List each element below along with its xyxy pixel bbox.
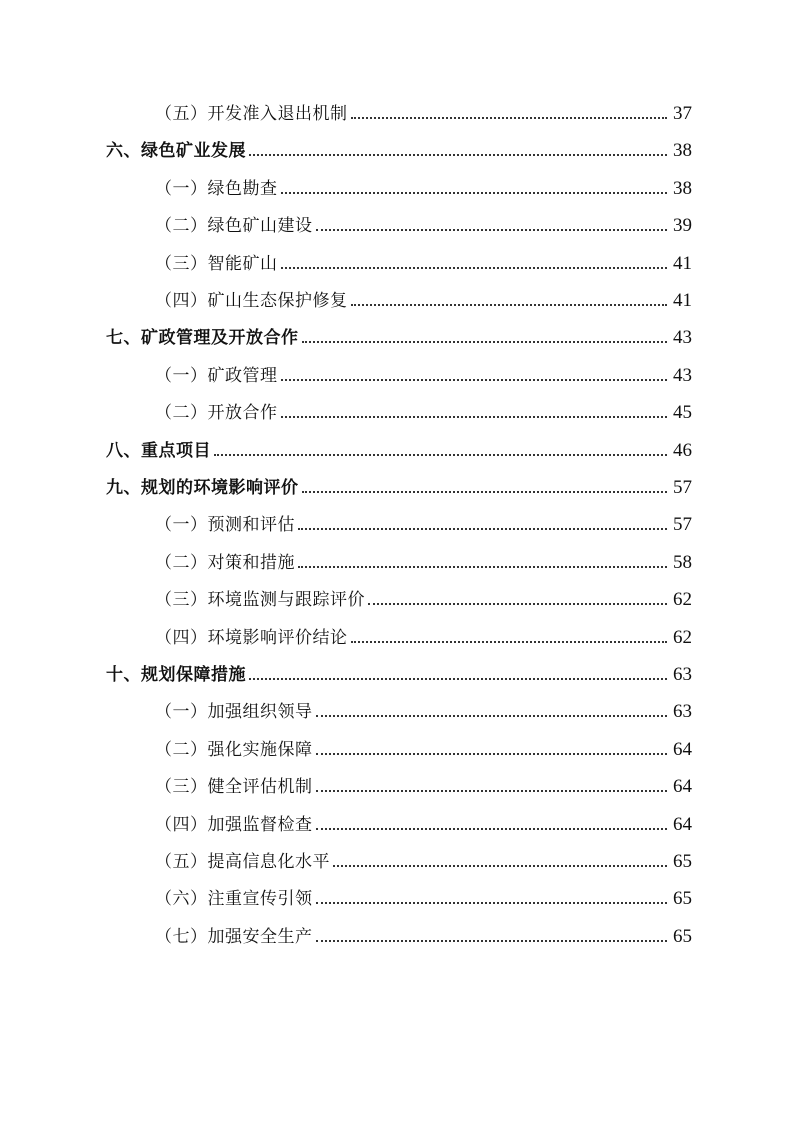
toc-entry[interactable]	[155, 883, 692, 911]
toc-dot-leader	[214, 454, 667, 456]
toc-entry[interactable]	[155, 98, 692, 126]
toc-entry-title: （五）开发准入退出机制	[155, 104, 348, 124]
toc-entry-title: 九、规划的环境影响评价	[106, 478, 299, 498]
toc-dot-leader	[316, 715, 668, 717]
toc-entry[interactable]	[155, 622, 692, 650]
toc-entry[interactable]	[106, 322, 692, 350]
toc-dot-leader	[249, 678, 667, 680]
toc-entry-title: （一）预测和评估	[155, 515, 295, 535]
toc-entry[interactable]	[155, 285, 692, 313]
toc-entry-title: （七）加强安全生产	[155, 927, 313, 947]
toc-entry[interactable]	[106, 472, 692, 500]
toc-entry-title: （三）健全评估机制	[155, 777, 313, 797]
toc-entry[interactable]	[106, 135, 692, 163]
toc-entry-title: （二）绿色矿山建设	[155, 216, 313, 236]
toc-entry-page-number: 43	[673, 365, 692, 386]
toc-entry-page-number: 62	[673, 589, 692, 610]
toc-entry-title: （六）注重宣传引领	[155, 889, 313, 909]
toc-entry[interactable]	[106, 659, 692, 687]
toc-entry-page-number: 38	[673, 178, 692, 199]
toc-entry-title: （一）矿政管理	[155, 366, 278, 386]
toc-dot-leader	[298, 566, 667, 568]
toc-entry-title: （二）强化实施保障	[155, 740, 313, 760]
toc-entry-title: （二）开放合作	[155, 403, 278, 423]
toc-entry-title: 十、规划保障措施	[106, 665, 246, 685]
toc-dot-leader	[249, 154, 667, 156]
toc-entry-title: 七、矿政管理及开放合作	[106, 328, 299, 348]
toc-entry-page-number: 37	[673, 103, 692, 124]
toc-dot-leader	[351, 304, 668, 306]
toc-entry-page-number: 43	[673, 327, 692, 348]
toc-entry-page-number: 64	[673, 776, 692, 797]
toc-dot-leader	[302, 491, 668, 493]
toc-entry[interactable]	[155, 360, 692, 388]
toc-entry-page-number: 57	[673, 514, 692, 535]
toc-entry[interactable]	[155, 809, 692, 837]
toc-entry-page-number: 41	[673, 290, 692, 311]
toc-entry[interactable]	[155, 584, 692, 612]
toc-dot-leader	[281, 267, 668, 269]
toc-dot-leader	[281, 416, 668, 418]
toc-entry-page-number: 63	[673, 664, 692, 685]
toc-entry-title: （一）绿色勘查	[155, 179, 278, 199]
toc-dot-leader	[316, 790, 668, 792]
toc-entry[interactable]	[155, 248, 692, 276]
toc-dot-leader	[281, 192, 668, 194]
toc-dot-leader	[281, 379, 668, 381]
toc-entry[interactable]	[155, 734, 692, 762]
toc-entry-page-number: 45	[673, 402, 692, 423]
toc-dot-leader	[316, 902, 668, 904]
toc-entry-page-number: 64	[673, 814, 692, 835]
toc-dot-leader	[351, 117, 668, 119]
toc-entry[interactable]	[155, 921, 692, 949]
toc-entry[interactable]	[106, 435, 692, 463]
toc-dot-leader	[333, 865, 667, 867]
toc-entry-title: （三）环境监测与跟踪评价	[155, 590, 365, 610]
toc-entry-title: （二）对策和措施	[155, 553, 295, 573]
toc-entry-page-number: 62	[673, 627, 692, 648]
toc-entry-title: 六、绿色矿业发展	[106, 141, 246, 161]
toc-dot-leader	[316, 229, 668, 231]
toc-dot-leader	[298, 528, 667, 530]
toc-dot-leader	[351, 641, 668, 643]
toc-entry-page-number: 64	[673, 739, 692, 760]
toc-entry-page-number: 65	[673, 926, 692, 947]
toc-entry-page-number: 41	[673, 253, 692, 274]
toc-dot-leader	[316, 828, 668, 830]
toc-entry-page-number: 58	[673, 552, 692, 573]
toc-dot-leader	[368, 603, 667, 605]
toc-dot-leader	[316, 940, 668, 942]
toc-entry-page-number: 65	[673, 851, 692, 872]
toc-entry[interactable]	[155, 771, 692, 799]
toc-entry-title: 八、重点项目	[106, 441, 211, 461]
toc-dot-leader	[302, 341, 668, 343]
toc-entry-page-number: 65	[673, 888, 692, 909]
toc-entry-title: （一）加强组织领导	[155, 702, 313, 722]
toc-entry-title: （四）加强监督检查	[155, 815, 313, 835]
toc-entry[interactable]	[155, 173, 692, 201]
toc-entry[interactable]	[155, 397, 692, 425]
toc-entry-page-number: 46	[673, 440, 692, 461]
toc-entry-page-number: 63	[673, 701, 692, 722]
toc-entry[interactable]	[155, 547, 692, 575]
toc-entry-title: （五）提高信息化水平	[155, 852, 330, 872]
toc-dot-leader	[316, 753, 668, 755]
toc-entry-page-number: 38	[673, 140, 692, 161]
toc-entry-title: （三）智能矿山	[155, 254, 278, 274]
toc-entry-title: （四）环境影响评价结论	[155, 628, 348, 648]
toc-entry[interactable]	[155, 696, 692, 724]
toc-entry-page-number: 39	[673, 215, 692, 236]
toc-entry[interactable]	[155, 509, 692, 537]
toc-entry[interactable]	[155, 210, 692, 238]
toc-entry-title: （四）矿山生态保护修复	[155, 291, 348, 311]
toc-entry-page-number: 57	[673, 477, 692, 498]
toc-entry[interactable]	[155, 846, 692, 874]
